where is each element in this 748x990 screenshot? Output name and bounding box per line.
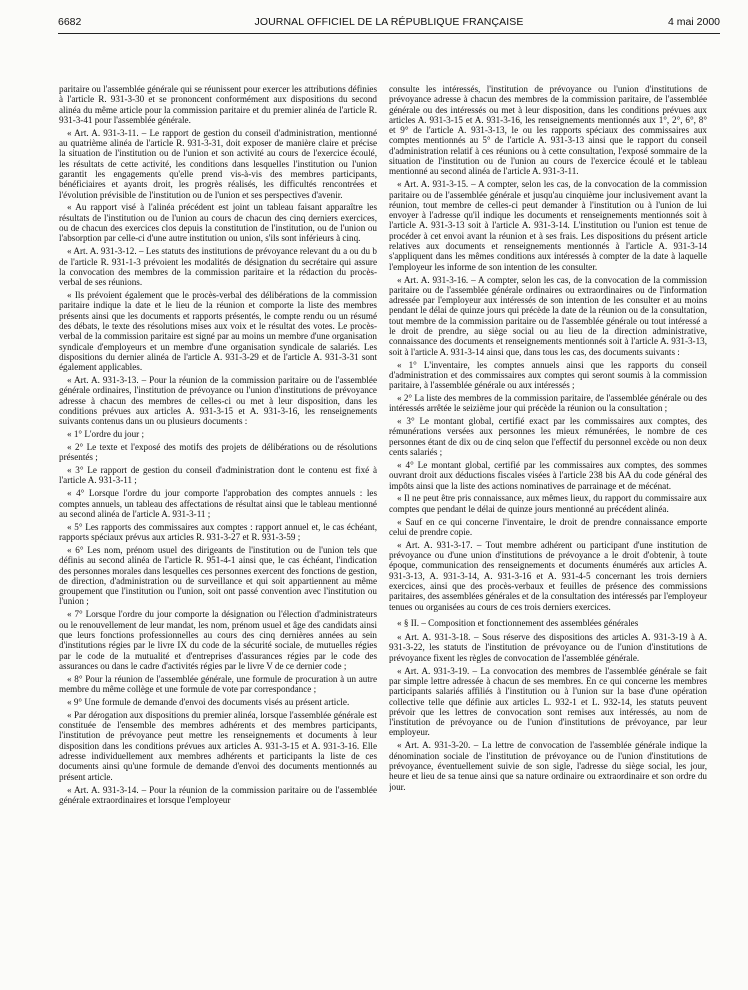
paragraph: « Ils prévoient également que le procès-verbal des délibérations de la commission paritaire indique la date et le lieu de la réunion et comporte la liste des membres présents ainsi que les documents et rapports présentés, le compte rendu ou un résumé des débats, le texte des résolutions mises aux voix et le résultat des votes. Le procès-verbal de la commission paritaire est signé par au moins un membre d'une organisation syndicale d'employeurs et un membre d'une organisation syndicale de salariés. Les dispositions du dernier alinéa de l'article A. 931-3-29 et de l'article A. 931-3-31 sont également applicables. (59, 290, 377, 373)
paragraph: « 2° Le texte et l'exposé des motifs des projets de délibérations ou de résolutions présentés ; (59, 441, 377, 463)
paragraph: « 1° L'inventaire, les comptes annuels ainsi que les rapports du conseil d'administration et des commissaires aux comptes qui seront soumis à la commission paritaire, à l'assemblée générale ou aux intéressés ; (389, 359, 707, 391)
page-number: 6682 (58, 16, 82, 28)
paragraph: « 8° Pour la réunion de l'assemblée générale, une formule de procuration à un autre membre du même collège et une formule de vote par correspondance ; (59, 673, 377, 695)
paragraph: « Art. A. 931-3-20. – La lettre de convocation de l'assemblée générale indique la dénomination sociale de l'institution de prévoyance ou de l'union d'institutions de prévoyance, éventuellement suivie de son sigle, l'adresse du siège social, les jour, heure et lieu de sa tenue ainsi que sa nature ordinaire ou extraordinaire et son ordre du jour. (389, 740, 707, 792)
paragraph: « Par dérogation aux dispositions du premier alinéa, lorsque l'assemblée générale est constituée de l'ensemble des membres adhérents et des membres participants, l'institution de prévoyance peut mettre les renseignements et documents à leur disposition dans les conditions prévues aux articles A. 931-3-15 et A. 931-3-16. Elle adresse individuellement aux membres adhérents et participants la liste de ces documents ainsi qu'une formule de demande d'envoi des documents mentionnés au présent article. (59, 709, 377, 782)
paragraph: « 6° Les nom, prénom usuel des dirigeants de l'institution ou de l'union tels que définis au second alinéa de l'article R. 951-4-1 ainsi que, le cas échéant, l'indication des personnes morales dans lesquelles ces personnes exercent des fonctions de gestion, de direction, d'administration ou de surveillance et qui soit appartiennent au même groupement que l'institution ou l'union, soit ont passé convention avec l'institution ou l'union ; (59, 545, 377, 607)
paragraph: « Art. A. 931-3-14. – Pour la réunion de la commission paritaire ou de l'assemblée générale extraordinaires et lorsque l'employeur (59, 784, 377, 805)
paragraph: « 7° Lorsque l'ordre du jour comporte la désignation ou l'élection d'administrateurs ou le renouvellement de leur mandat, les nom, prénom usuel et âge des candidats ainsi que leurs fonctions professionnelles au cours des cinq dernières années au sein d'institutions régies par le livre IX du code de la sécurité sociale, de mutuelles régies par le code de la mutualité et d'entreprises d'assurances régies par le code des assurances ou dans le cadre d'activités régies par le livre V de ce dernier code ; (59, 609, 377, 671)
paragraph: paritaire ou l'assemblée générale qui se réunissent pour exercer les attributions définies à l'article R. 931-3-30 et se prononcent conformément aux dispositions du second alinéa du même article pour la commission paritaire et du premier alinéa de l'article R. 931-3-41 pour l'assemblée générale. (59, 84, 377, 125)
paragraph: « 1° L'ordre du jour ; (67, 429, 145, 440)
header-rule (58, 33, 720, 34)
paragraph: « Art. A. 931-3-13. – Pour la réunion de la commission paritaire ou de l'assemblée générale ordinaires, l'institution de prévoyance ou l'union d'institutions de prévoyance adresse à chacun des membres de celles-ci ou met à leur disposition, dans les conditions prévues aux articles A. 931-3-15 et A. 931-3-16, les renseignements suivants contenus dans un ou plusieurs documents : (59, 374, 377, 427)
paragraph: « 3° Le montant global, certifié exact par les commissaires aux comptes, des rémunérations versées aux personnes les mieux rémunérées, le nombre de ces personnes étant de dix ou de cinq selon que l'effectif du personnel excède ou non deux cents salariés ; (389, 416, 707, 458)
paragraph: « 9° Une formule de demande d'envoi des documents visés au présent article. (67, 696, 350, 707)
paragraph: « 4° Le montant global, certifié par les commissaires aux comptes, des sommes ouvrant droit aux déductions fiscales visées à l'article 238 bis AA du code général des impôts ainsi que la liste des actions nominatives de parrainage et de mécénat. (389, 459, 707, 491)
journal-title: JOURNAL OFFICIEL DE LA RÉPUBLIQUE FRANÇAISE (254, 16, 524, 28)
paragraph: « Art. A. 931-3-17. – Tout membre adhérent ou participant d'une institution de prévoyance ou d'une union d'institutions de prévoyance a le droit d'obtenir, à toute époque, communication des renseignements et documents énumérés aux articles A. 931-3-13, A. 931-3-14, A. 931-3-16 et A. 931-4-5 concernant les trois derniers exercices, ainsi que des procès-verbaux et feuilles de présence des commissions paritaires, des assemblées générales et de la consultation des intéressés par l'employeur tenues ou organisées au cours de ces trois derniers exercices. (389, 539, 707, 612)
paragraph: « Art. A. 931-3-16. – A compter, selon les cas, de la convocation de la commission paritaire ou de l'assemblée générale ordinaires ou extraordinaires ou de l'information adressée par l'employeur aux intéressés de son intention de les consulter et au moins pendant le délai de quinze jours qui précède la date de la réunion ou de la consultation, tout membre de la commission paritaire ou de l'assemblée générale ou tout intéressé a le droit de prendre, au siège social ou au lieu de la direction administrative, connaissance des documents et renseignements mentionnés soit à l'article A. 931-3-13, soit à l'article A. 931-3-14 ainsi que, dans tous les cas, des documents suivants : (389, 274, 707, 357)
paragraph: « 4° Lorsque l'ordre du jour comporte l'approbation des comptes annuels : les comptes annuels, un tableau des affectations de résultat ainsi que le tableau mentionné au second alinéa de l'article A. 931-3-11 ; (59, 488, 377, 519)
paragraph: « 5° Les rapports des commissaires aux comptes : rapport annuel et, le cas échéant, rapports spéciaux prévus aux articles R. 931-3-27 et R. 931-3-59 ; (59, 521, 377, 543)
paragraph: « Art. A. 931-3-18. – Sous réserve des dispositions des articles A. 931-3-19 à A. 931-3-22, les statuts de l'institution de prévoyance ou de l'union d'institutions de prévoyance fixent les règles de convocation de l'assemblée générale. (389, 632, 707, 663)
issue-date: 4 mai 2000 (668, 16, 720, 28)
paragraph: « Art. A. 931-3-11. – Le rapport de gestion du conseil d'administration, mentionné au quatrième alinéa de l'article R. 931-3-31, doit exposer de manière claire et précise la situation de l'institution ou de l'union et son activité au cours de l'exercice écoulé, les résultats de cette activité, les conditions dans lesquelles l'institution ou l'union garantit les engagements qu'elle prend vis-à-vis des membres participants, bénéficiaires et ayants droit, les progrès réalisés, les difficultés rencontrées et l'évolution prévisible de l'institution ou de l'union et ses perspectives d'avenir. (59, 127, 377, 200)
page-header (58, 16, 720, 30)
paragraph: « Sauf en ce qui concerne l'inventaire, le droit de prendre connaissance emporte celui de prendre copie. (389, 516, 707, 537)
section-heading: « § II. – Composition et fonctionnement des assemblées générales (397, 617, 639, 628)
paragraph: « Art. A. 931-3-12. – Les statuts des institutions de prévoyance relevant du a ou du b de l'article R. 931-1-3 prévoient les modalités de désignation du secrétaire qui assure la convocation des membres de la commission paritaire et la rédaction du procès-verbal de ses réunions. (59, 246, 377, 288)
paragraph: « Au rapport visé à l'alinéa précédent est joint un tableau faisant apparaître les résultats de l'institution ou de l'union au cours de chacun des cinq derniers exercices, ou de chacun des exercices clos depuis la constitution de l'institution, ou de l'union ou l'absorption par celle-ci d'une autre institution ou union, s'ils sont inférieurs à cinq. (59, 202, 377, 244)
paragraph: « Art. A. 931-3-15. – A compter, selon les cas, de la convocation de la commission paritaire ou de l'assemblée générale et jusqu'au cinquième jour inclusivement avant la réunion, tout membre de celles-ci peut demander à l'institution ou à l'union de lui envoyer à l'adresse qu'il indique les documents et renseignements mentionnés soit à l'article A. 931-3-13 soit à l'article A. 931-3-14. L'institution ou l'union est tenue de procéder à cet envoi avant la réunion et à ses frais. Les dispositions du présent article relatives aux documents et renseignements mentionnés à l'article A. 931-3-14 s'appliquent dans les mêmes conditions aux intéressés à compter de la date à laquelle l'employeur les informe de son intention de les consulter. (389, 179, 707, 272)
paragraph: consulte les intéressés, l'institution de prévoyance ou l'union d'institutions de prévoyance adresse à chacun des membres de la commission paritaire, de l'assemblée générale ou des intéressés ou met à leur disposition, dans les conditions prévues aux articles A. 931-3-15 et A. 931-3-16, les renseignements mentionnés aux 1°, 2°, 6°, 8° et 9° de l'article A. 931-3-13, le ou les rapports spéciaux des commissaires aux comptes mentionnés au 5° de l'article A. 931-3-13 ainsi que le rapport du conseil d'administration relatif à ces réunions ou à cette consultation, l'exposé sommaire de la situation de l'institution ou de l'union au cours de l'exercice écoulé et le tableau mentionné au second alinéa de l'article A. 931-3-11. (389, 84, 707, 177)
paragraph: « 2° La liste des membres de la commission paritaire, de l'assemblée générale ou des intéressés arrêtée le seizième jour qui précède la réunion ou la consultation ; (389, 392, 707, 414)
paragraph: « Il ne peut être pris connaissance, aux mêmes lieux, du rapport du commissaire aux comptes que pendant le délai de quinze jours mentionné au précédent alinéa. (389, 493, 707, 514)
paragraph: « 3° Le rapport de gestion du conseil d'administration dont le contenu est fixé à l'article A. 931-3-11 ; (59, 465, 377, 486)
paragraph: « Art. A. 931-3-19. – La convocation des membres de l'assemblée générale se fait par simple lettre adressée à chacun de ses membres. En ce qui concerne les membres participants salariés affiliés à l'institution ou à l'union sur la base d'une opération collective telle que définie aux articles L. 932-1 et L. 932-14, les statuts peuvent prévoir que les lettres de convocation sont remises aux intéressés, au nom de l'institution de prévoyance ou de l'union d'institutions de prévoyance, par leur employeur. (389, 665, 707, 738)
right-column (389, 84, 707, 964)
left-column (59, 84, 377, 964)
